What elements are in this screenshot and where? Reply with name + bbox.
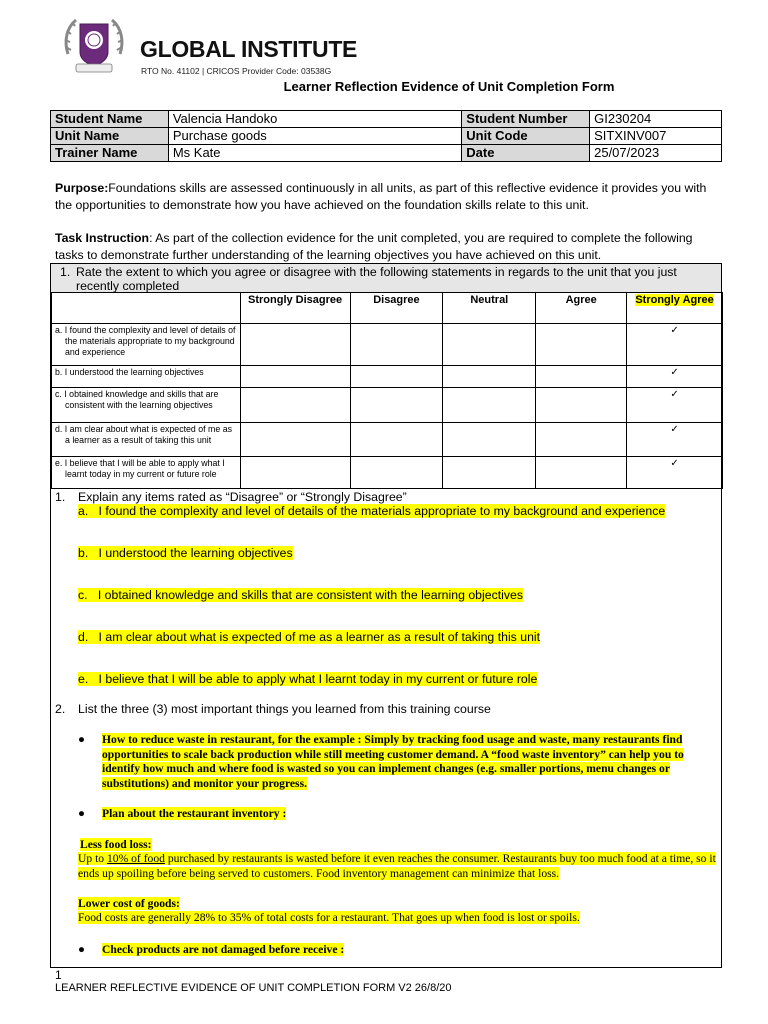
q1-text: Explain any items rated as “Disagree” or “Strongly Disagree” [78, 490, 407, 504]
rating-cell[interactable] [240, 457, 350, 489]
rating-cell[interactable] [443, 457, 536, 489]
responses-section [50, 488, 722, 968]
rating-cell[interactable] [350, 423, 443, 457]
rating-table [51, 292, 723, 489]
explain-item [78, 588, 523, 602]
rating-cell[interactable] [536, 388, 627, 423]
col-strongly-agree-label: Strongly Agree [635, 294, 714, 306]
rating-row [52, 457, 723, 489]
trainer-name-value: Ms Kate [168, 145, 461, 162]
date-value: 25/07/2023 [590, 145, 722, 162]
checkmark-cell[interactable]: ✓ [627, 388, 723, 423]
rating-prompt-text: Rate the extent to which you agree or disagree with the following statements in regards to the unit that you just recently completed [76, 265, 677, 293]
statement-header [52, 293, 241, 324]
rating-cell[interactable] [536, 457, 627, 489]
rating-cell[interactable] [350, 388, 443, 423]
lower-cost-text-body: Food costs are generally 28% to 35% of total costs for a restaurant. That goes up when food is lost or spoils. [78, 911, 580, 924]
explain-item-text: I believe that I will be able to apply what I learnt today in my current or future role [98, 672, 538, 686]
page-number: 1 [55, 968, 62, 982]
footer-text: LEARNER REFLECTIVE EVIDENCE OF UNIT COMPLETION FORM V2 26/8/20 [55, 982, 452, 994]
institute-logo-seal [62, 14, 126, 76]
rating-cell[interactable] [443, 324, 536, 366]
rto-line: RTO No. 41102 | CRICOS Provider Code: 03538G [141, 66, 332, 76]
unit-name-label: Unit Name [51, 128, 169, 145]
org-name: GLOBAL INSTITUTE [140, 36, 358, 62]
rating-row [52, 423, 723, 457]
info-row [51, 128, 722, 145]
explain-item [78, 546, 293, 560]
rating-cell[interactable] [536, 423, 627, 457]
statement-text: e. I believe that I will be able to apply what I learnt today in my current or future role [55, 458, 225, 479]
q1-number: 1. [55, 490, 66, 504]
purpose-label: Purpose: [55, 181, 109, 195]
learning-point-1 [102, 733, 717, 791]
rating-prompt [51, 264, 721, 293]
explain-item-text: I am clear about what is expected of me as a learner as a result of taking this unit [98, 630, 541, 644]
col-strongly-disagree: Strongly Disagree [240, 293, 350, 324]
q2-number: 2. [55, 702, 66, 716]
learning-point-3-text: Check products are not damaged before receive : [102, 943, 345, 956]
trainer-name-label: Trainer Name [51, 145, 169, 162]
lower-cost-text [78, 911, 718, 926]
bullet-icon: ● [78, 733, 86, 746]
col-disagree: Disagree [350, 293, 443, 324]
col-agree: Agree [536, 293, 627, 324]
less-food-loss-title [80, 838, 152, 853]
less-food-loss-text [78, 852, 718, 881]
unit-name-value: Purchase goods [168, 128, 461, 145]
explain-item [78, 504, 665, 518]
rating-row [52, 366, 723, 388]
statement-cell [52, 324, 241, 366]
less-food-loss-pre: Up to [78, 852, 107, 865]
explain-item [78, 630, 540, 644]
statement-cell [52, 366, 241, 388]
explain-item-letter: e. [78, 672, 89, 686]
rating-row [52, 388, 723, 423]
form-title: Learner Reflection Evidence of Unit Completion Form [283, 79, 615, 94]
lower-cost-title [78, 897, 180, 912]
lower-cost-title-text: Lower cost of goods: [78, 897, 180, 910]
statement-text: b. I understood the learning objectives [55, 367, 204, 377]
statement-text: a. I found the complexity and level of details of the materials appropriate to my background and experience [55, 325, 236, 357]
date-label: Date [462, 145, 590, 162]
col-neutral: Neutral [443, 293, 536, 324]
rating-cell[interactable] [240, 366, 350, 388]
statement-cell [52, 457, 241, 489]
rating-cell[interactable] [350, 457, 443, 489]
bullet-icon: ● [78, 807, 86, 820]
rating-cell[interactable] [240, 423, 350, 457]
statement-cell [52, 388, 241, 423]
info-row [51, 111, 722, 128]
learning-point-1-text: How to reduce waste in restaurant, for the example : Simply by tracking food usage and waste, many restaurants find opportunities to scale back production while still meeting customer demand. A “food waste inventory” can help you to identify how much and where food is wasted so you can implement changes (e.g. smaller portions, menu changes or substitutions) and monitor your progress. [102, 733, 684, 790]
explain-item-text: I found the complexity and level of details of the materials appropriate to my background and experience [98, 504, 666, 518]
rating-section [50, 263, 722, 489]
explain-item-letter: c. [78, 588, 88, 602]
explain-item-text: I obtained knowledge and skills that are consistent with the learning objectives [97, 588, 524, 602]
learning-point-2 [102, 807, 286, 822]
explain-item-text: I understood the learning objectives [98, 546, 293, 560]
student-name-value: Valencia Handoko [168, 111, 461, 128]
q2-text: List the three (3) most important things you learned from this training course [78, 702, 491, 716]
rating-cell[interactable] [240, 388, 350, 423]
task-text: : As part of the collection evidence for the unit completed, you are required to complete the following tasks to demonstrate further understanding of the learning objectives you have achieved on this unit. [55, 231, 693, 262]
col-strongly-agree [627, 293, 723, 324]
purpose-paragraph [55, 180, 720, 213]
checkmark-cell[interactable]: ✓ [627, 457, 723, 489]
rating-cell[interactable] [443, 423, 536, 457]
unit-code-value: SITXINV007 [590, 128, 722, 145]
checkmark-cell[interactable]: ✓ [627, 423, 723, 457]
ten-percent-link[interactable]: 10% of food [106, 852, 165, 865]
student-number-label: Student Number [462, 111, 590, 128]
explain-item-letter: b. [78, 546, 89, 560]
less-food-loss-post: purchased by restaurants is wasted before it even reaches the consumer. Restaurants buy too much food at a time, so it ends up spoiling before being served to customers. Food inventory management can minimize that loss. [78, 852, 716, 880]
info-row [51, 145, 722, 162]
checkmark-cell[interactable]: ✓ [627, 324, 723, 366]
rating-cell[interactable] [350, 366, 443, 388]
student-name-label: Student Name [51, 111, 169, 128]
rating-number: 1. [60, 265, 71, 279]
learning-point-3 [102, 943, 344, 958]
explain-item-letter: d. [78, 630, 89, 644]
rating-cell[interactable] [536, 324, 627, 366]
statement-text: c. I obtained knowledge and skills that are consistent with the learning objectives [55, 389, 219, 410]
rating-cell[interactable] [443, 366, 536, 388]
less-food-loss-title-text: Less food loss: [80, 838, 152, 851]
explain-item-letter: a. [78, 504, 89, 518]
task-label: Task Instruction [55, 231, 150, 245]
statement-cell [52, 423, 241, 457]
learning-point-2-text: Plan about the restaurant inventory : [102, 807, 287, 820]
rating-row [52, 324, 723, 366]
checkmark-cell[interactable]: ✓ [627, 366, 723, 388]
task-paragraph [55, 230, 720, 263]
rating-cell[interactable] [536, 366, 627, 388]
unit-code-label: Unit Code [462, 128, 590, 145]
rating-header-row [52, 293, 723, 324]
bullet-icon: ● [78, 943, 86, 956]
statement-text: d. I am clear about what is expected of me as a learner as a result of taking this unit [55, 424, 233, 445]
purpose-text: Foundations skills are assessed continuously in all units, as part of this reflective evidence it provides you with the opportunities to demonstrate how you have achieved on the foundation skills relate to this unit. [55, 181, 707, 212]
rating-cell[interactable] [350, 324, 443, 366]
rating-cell[interactable] [443, 388, 536, 423]
student-number-value: GI230204 [590, 111, 722, 128]
student-info-table [50, 110, 722, 162]
explain-item [78, 672, 537, 686]
rating-cell[interactable] [240, 324, 350, 366]
